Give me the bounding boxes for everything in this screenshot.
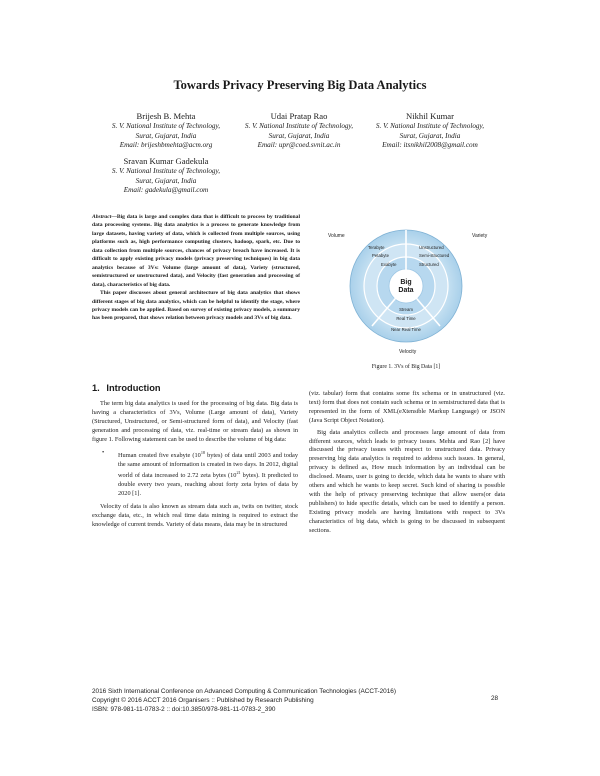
big-label: Big: [400, 279, 412, 286]
near-real-time-label: Near Real Time: [391, 327, 421, 332]
author-email: Email: upr@coed.svnit.ac.in: [257, 141, 341, 150]
section-title: Introduction: [106, 383, 161, 393]
abstract: [92, 213, 300, 323]
section-heading: [92, 383, 161, 393]
label-box: [375, 232, 376, 233]
bullet-item: [92, 449, 298, 500]
author-email: Email: itsnikhil2008@gmail.com: [382, 141, 478, 150]
body-paragraph: Big data analytics collects and processes large amount of data from different sources, which leads to privacy issues. Mehta and Rao [2] have discussed the privacy issues with respect to unstructured data. Privacy preserving big data analytics is required to address such issues. In general, privacy is defined as, How much information by an individual can be disclosed. Means, user is going to decide, which data he wants to share with others and which he wants to keep secret. Such kind of sharing is possible with the help of privacy preserving technique that allow users(or data publishers) to hide specific details, which can be used to identify a person. Existing privacy models are having limitations with respect to 3Vs characteristics of big data, which is going to be discussed in subsequent sections.: [309, 428, 505, 534]
unstructured-label: Unstructured: [419, 245, 444, 250]
footer-copyright: Copyright © 2016 ACCT 2016 Organisers :: Published by Research Publishing: [92, 697, 314, 704]
exabyte-label: Exabyte: [381, 262, 397, 267]
author-location: Surat, Gujarat, India: [399, 131, 461, 140]
body-paragraph: (viz. tabular) form that contains some fix schema or in unstructured (viz. text) form that does not contain such schema or in semistructured data that is represented in the form of XML(eXtensible Markup Language) or JSON (Java Script Object Notation).: [309, 390, 505, 424]
author-email: Email: brijeshbmehta@acm.org: [119, 141, 213, 150]
three-vs-figure: [308, 213, 504, 359]
bullet-exponent: 21: [236, 470, 241, 476]
footer-conference: 2016 Sixth International Conference on Advanced Computing & Communication Technologies (ACCT-2016): [92, 688, 396, 695]
author-affiliation: S. V. National Institute of Technology,: [111, 167, 221, 175]
footer-isbn: ISBN: 978-981-11-0783-2 :: doi:10.3850/978-981-11-0783-2_390: [92, 706, 276, 713]
author-name: Brijesh B. Mehta: [136, 111, 196, 121]
figure-caption: Figure 1. 3Vs of Big Data [1]: [371, 364, 441, 370]
author-block: [360, 111, 500, 151]
author-name: Nikhil Kumar: [406, 111, 454, 121]
abstract-paragraph: —Big data is large and complex data that is difficult to process by traditional data processing systems. Big data analytics is a process to generate knowledge from large datasets, having variety of data, which is collected from multiple sources, using platforms such as, high performance computing clusters, hadoop, spark, etc. Due to data collection from multiple sources, chances of privacy breach have increased. It is difficult to apply existing privacy models (privacy preserving techniques) in big data analytics because of 3Vs: Volume (large amount of data), Variety (structured, semistructured or unstructured data), and Velocity (fast generation and processing of data), characteristics of big data.: [92, 214, 300, 288]
variety-label: Variety: [472, 233, 488, 239]
bullet-exponent: 18: [200, 449, 206, 455]
structured-label: Structured: [419, 262, 439, 267]
author-affiliation: S. V. National Institute of Technology,: [375, 122, 485, 130]
terabyte-label: Terabyte: [368, 245, 385, 250]
section-number: 1.: [92, 383, 100, 393]
velocity-label: Velocity: [399, 349, 417, 355]
author-affiliation: S. V. National Institute of Technology,: [111, 122, 221, 130]
stream-label: Stream: [399, 307, 413, 312]
abstract-lead: Abstract: [92, 214, 112, 220]
bullet-text: bytes) of data until 2003 and today the same amount of information is created in two days. In 2012, digital world of data increased to 2.72 zeta bytes (10: [118, 451, 298, 480]
body-paragraph: Velocity of data is also known as stream data such as, twits on twitter, stock exchange data, etc., in which real time data mining is required to extract the knowledge of current trends. Variety of data means, data may be in structured: [92, 503, 298, 529]
author-block: [98, 156, 234, 196]
author-email: Email: gadekula@gmail.com: [123, 186, 209, 195]
author-block: [229, 111, 369, 151]
author-block: [98, 111, 234, 151]
abstract-paragraph: This paper discusses about general architecture of big data analytics that shows different stages of big data analytics, which can be helpful to identify the stage, where privacy models can be applied. Based on survey of existing privacy models, a summary has been prepared, that shows relation between privacy models and 3Vs of big data.: [92, 290, 300, 322]
bullet-text: Human created five exabyte (10: [118, 451, 201, 459]
bullet-dot: •: [102, 448, 105, 456]
left-column: [92, 400, 298, 530]
right-column: [309, 390, 505, 536]
petabyte-label: Petabyte: [372, 253, 389, 258]
author-name: Sravan Kumar Gadekula: [123, 156, 209, 166]
author-affiliation: S. V. National Institute of Technology,: [244, 122, 354, 130]
semi-structured-label: Semi-structured: [419, 253, 450, 258]
author-location: Surat, Gujarat, India: [268, 131, 330, 140]
volume-label: Volume: [328, 233, 345, 239]
data-label: Data: [398, 287, 414, 294]
paper-title: Towards Privacy Preserving Big Data Analytics: [173, 78, 427, 92]
page-number: 28: [491, 695, 499, 702]
author-location: Surat, Gujarat, India: [135, 131, 197, 140]
author-location: Surat, Gujarat, India: [135, 176, 197, 185]
bullet-text: bytes). It predicted to double every two years, reaching about forty zeta bytes of data by 2020 [1].: [118, 472, 299, 498]
author-name: Udai Pratap Rao: [270, 111, 328, 121]
real-time-label: Real Time: [396, 316, 416, 321]
body-paragraph: The term big data analytics is used for the processing of big data. Big data is having a characteristics of 3Vs, Volume (Large amount of data), Variety (Structured, Unstructured, or Semi-structured form of data), and Velocity (fast generation and processing of data, viz. real-time or stream data) as shown in figure 1. Following statement can be used to describe the volume of big data:: [92, 400, 298, 443]
page-footer: [92, 687, 396, 714]
